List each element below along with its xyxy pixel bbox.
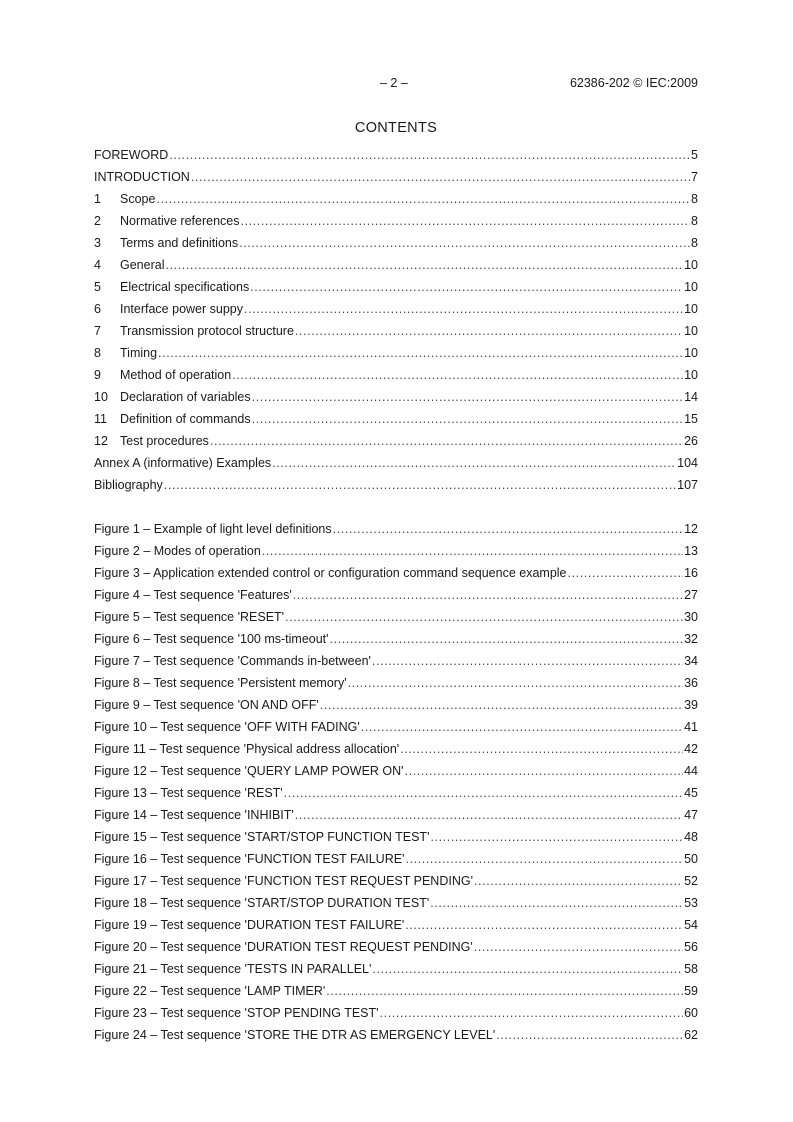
- section-title: Annex A (informative) Examples: [94, 456, 272, 470]
- section-number: 6: [94, 302, 101, 316]
- figure-title: Figure 14 – Test sequence 'INHIBIT': [94, 808, 294, 822]
- page-reference: 52: [684, 874, 698, 888]
- toc-figure-entry[interactable]: [94, 962, 698, 984]
- dot-leader: [405, 852, 683, 866]
- page-reference: 54: [684, 918, 698, 932]
- toc-section-entry[interactable]: [94, 170, 698, 192]
- dot-leader: [400, 742, 683, 756]
- dot-leader: [348, 676, 684, 690]
- toc-figure-entry[interactable]: [94, 896, 698, 918]
- page-title: CONTENTS: [354, 120, 438, 136]
- toc-figure-entry[interactable]: [94, 742, 698, 764]
- figure-title: Figure 9 – Test sequence 'ON AND OFF': [94, 698, 319, 712]
- dot-leader: [191, 170, 690, 184]
- page-reference: 32: [684, 632, 698, 646]
- section-title: Electrical specifications: [120, 280, 250, 294]
- toc-section-entry[interactable]: [94, 390, 698, 412]
- section-title: INTRODUCTION: [94, 170, 190, 184]
- toc-figure-entry[interactable]: [94, 918, 698, 940]
- page-reference: 27: [684, 588, 698, 602]
- page-reference: 53: [684, 896, 698, 910]
- dot-leader: [295, 324, 683, 338]
- section-title: Terms and definitions: [120, 236, 239, 250]
- toc-figure-entry[interactable]: [94, 632, 698, 654]
- page-reference: 36: [684, 676, 698, 690]
- dot-leader: [474, 874, 683, 888]
- section-number: 2: [94, 214, 101, 228]
- dot-leader: [232, 368, 683, 382]
- page-reference: 8: [691, 192, 698, 206]
- page-reference: 48: [684, 830, 698, 844]
- dot-leader: [284, 786, 683, 800]
- section-title: FOREWORD: [94, 148, 169, 162]
- dot-leader: [330, 632, 684, 646]
- page-reference: 47: [684, 808, 698, 822]
- page-reference: 26: [684, 434, 698, 448]
- page-reference: 7: [691, 170, 698, 184]
- dot-leader: [250, 280, 683, 294]
- dot-leader: [380, 1006, 684, 1020]
- section-title: Method of operation: [120, 368, 232, 382]
- dot-leader: [372, 962, 683, 976]
- toc-figure-entry[interactable]: [94, 676, 698, 698]
- dot-leader: [239, 236, 690, 250]
- toc-figure-entry[interactable]: [94, 720, 698, 742]
- section-title: Timing: [120, 346, 158, 360]
- dot-leader: [320, 698, 683, 712]
- section-number: 12: [94, 434, 108, 448]
- page-reference: 14: [684, 390, 698, 404]
- toc-figure-entry[interactable]: [94, 852, 698, 874]
- dot-leader: [241, 214, 691, 228]
- toc-figure-entry[interactable]: [94, 698, 698, 720]
- page-reference: 16: [684, 566, 698, 580]
- toc-section-entry[interactable]: [94, 302, 698, 324]
- figure-title: Figure 11 – Test sequence 'Physical address allocation': [94, 742, 400, 756]
- page-reference: 10: [684, 280, 698, 294]
- figure-title: Figure 13 – Test sequence 'REST': [94, 786, 283, 800]
- toc-figure-entry[interactable]: [94, 654, 698, 676]
- section-title: Transmission protocol structure: [120, 324, 294, 338]
- dot-leader: [361, 720, 683, 734]
- figure-title: Figure 19 – Test sequence 'DURATION TEST FAILURE': [94, 918, 405, 932]
- page-reference: 107: [677, 478, 698, 492]
- page-reference: 42: [684, 742, 698, 756]
- page-reference: 58: [684, 962, 698, 976]
- figure-title: Figure 6 – Test sequence '100 ms-timeout': [94, 632, 329, 646]
- section-title: Normative references: [120, 214, 240, 228]
- dot-leader: [252, 412, 683, 426]
- toc-figure-entry[interactable]: [94, 984, 698, 1006]
- page-reference: 41: [684, 720, 698, 734]
- section-title: Interface power suppy: [120, 302, 243, 316]
- toc-section-entry[interactable]: [94, 236, 698, 258]
- page-reference: 8: [691, 236, 698, 250]
- section-number: 8: [94, 346, 101, 360]
- page-reference: 10: [684, 258, 698, 272]
- page-reference: 60: [684, 1006, 698, 1020]
- section-number: 7: [94, 324, 101, 338]
- dot-leader: [156, 192, 690, 206]
- toc-section-entry[interactable]: [94, 456, 698, 478]
- dot-leader: [430, 830, 683, 844]
- toc-section-entry[interactable]: [94, 214, 698, 236]
- page-reference: 10: [684, 368, 698, 382]
- dot-leader: [164, 478, 676, 492]
- dot-leader: [285, 610, 683, 624]
- page-reference: 59: [684, 984, 698, 998]
- toc-figures-list: [94, 522, 698, 1050]
- dot-leader: [272, 456, 676, 470]
- dot-leader: [372, 654, 683, 668]
- section-number: 5: [94, 280, 101, 294]
- figure-title: Figure 22 – Test sequence 'LAMP TIMER': [94, 984, 326, 998]
- toc-figure-entry[interactable]: [94, 610, 698, 632]
- toc-figure-entry[interactable]: [94, 544, 698, 566]
- section-number: 10: [94, 390, 108, 404]
- toc-section-entry[interactable]: [94, 192, 698, 214]
- dot-leader: [405, 764, 684, 778]
- section-title: Definition of commands: [120, 412, 251, 426]
- toc-figure-entry[interactable]: [94, 566, 698, 588]
- toc-figure-entry[interactable]: [94, 522, 698, 544]
- page-reference: 5: [691, 148, 698, 162]
- section-title: Test procedures: [120, 434, 209, 448]
- figure-title: Figure 17 – Test sequence 'FUNCTION TEST REQUEST PENDING': [94, 874, 473, 888]
- section-number: 11: [94, 412, 107, 426]
- page-header: [94, 76, 698, 92]
- figure-title: Figure 2 – Modes of operation: [94, 544, 261, 558]
- toc-section-entry[interactable]: [94, 258, 698, 280]
- dot-leader: [295, 808, 683, 822]
- section-number: 9: [94, 368, 101, 382]
- page-reference: 50: [684, 852, 698, 866]
- figure-title: Figure 8 – Test sequence 'Persistent memory': [94, 676, 347, 690]
- section-title: Scope: [120, 192, 156, 206]
- dot-leader: [244, 302, 683, 316]
- toc-section-entry[interactable]: [94, 346, 698, 368]
- dot-leader: [568, 566, 684, 580]
- page-reference: 56: [684, 940, 698, 954]
- figure-title: Figure 15 – Test sequence 'START/STOP FUNCTION TEST': [94, 830, 430, 844]
- figure-title: Figure 4 – Test sequence 'Features': [94, 588, 292, 602]
- figure-title: Figure 20 – Test sequence 'DURATION TEST REQUEST PENDING': [94, 940, 473, 954]
- section-title: General: [120, 258, 165, 272]
- toc-figure-entry[interactable]: [94, 808, 698, 830]
- toc-section-entry[interactable]: [94, 368, 698, 390]
- figure-title: Figure 10 – Test sequence 'OFF WITH FADING': [94, 720, 360, 734]
- page-reference: 62: [684, 1028, 698, 1042]
- page-reference: 15: [684, 412, 698, 426]
- page-number: – 2 –: [380, 76, 408, 90]
- dot-leader: [496, 1028, 683, 1042]
- toc-figure-entry[interactable]: [94, 1028, 698, 1050]
- page-reference: 10: [684, 324, 698, 338]
- toc-figure-entry[interactable]: [94, 830, 698, 852]
- figure-title: Figure 7 – Test sequence 'Commands in-between': [94, 654, 371, 668]
- dot-leader: [158, 346, 683, 360]
- dot-leader: [333, 522, 683, 536]
- toc-figure-entry[interactable]: [94, 1006, 698, 1028]
- dot-leader: [252, 390, 683, 404]
- page-reference: 12: [684, 522, 698, 536]
- figure-title: Figure 23 – Test sequence 'STOP PENDING TEST': [94, 1006, 379, 1020]
- toc-figure-entry[interactable]: [94, 588, 698, 610]
- section-number: 4: [94, 258, 101, 272]
- figure-title: Figure 18 – Test sequence 'START/STOP DURATION TEST': [94, 896, 430, 910]
- page-reference: 30: [684, 610, 698, 624]
- section-number: 3: [94, 236, 101, 250]
- dot-leader: [405, 918, 683, 932]
- page-reference: 10: [684, 346, 698, 360]
- toc-figure-entry[interactable]: [94, 874, 698, 896]
- dot-leader: [430, 896, 683, 910]
- page-reference: 44: [684, 764, 698, 778]
- page-reference: 13: [684, 544, 698, 558]
- dot-leader: [326, 984, 683, 998]
- section-title: Bibliography: [94, 478, 163, 492]
- dot-leader: [262, 544, 683, 558]
- dot-leader: [169, 148, 690, 162]
- figure-title: Figure 12 – Test sequence 'QUERY LAMP POWER ON': [94, 764, 404, 778]
- toc-figure-entry[interactable]: [94, 940, 698, 962]
- toc-section-entry[interactable]: [94, 324, 698, 346]
- toc-sections-list: [94, 148, 698, 500]
- figure-title: Figure 5 – Test sequence 'RESET': [94, 610, 285, 624]
- figure-title: Figure 21 – Test sequence 'TESTS IN PARALLEL': [94, 962, 372, 976]
- toc-section-entry[interactable]: [94, 280, 698, 302]
- figure-title: Figure 1 – Example of light level definitions: [94, 522, 332, 536]
- section-title: Declaration of variables: [120, 390, 251, 404]
- figure-title: Figure 24 – Test sequence 'STORE THE DTR AS EMERGENCY LEVEL': [94, 1028, 496, 1042]
- figure-title: Figure 16 – Test sequence 'FUNCTION TEST FAILURE': [94, 852, 405, 866]
- dot-leader: [474, 940, 683, 954]
- dot-leader: [165, 258, 683, 272]
- section-number: 1: [94, 192, 101, 206]
- page-reference: 104: [677, 456, 698, 470]
- toc-figure-entry[interactable]: [94, 764, 698, 786]
- page-reference: 34: [684, 654, 698, 668]
- page-reference: 8: [691, 214, 698, 228]
- page-reference: 39: [684, 698, 698, 712]
- toc-section-entry[interactable]: [94, 412, 698, 434]
- dot-leader: [210, 434, 683, 448]
- toc-section-entry[interactable]: [94, 148, 698, 170]
- figure-title: Figure 3 – Application extended control or configuration command sequence example: [94, 566, 567, 580]
- toc-section-entry[interactable]: [94, 434, 698, 456]
- toc-section-entry[interactable]: [94, 478, 698, 500]
- page-reference: 10: [684, 302, 698, 316]
- document-reference: 62386-202 © IEC:2009: [569, 76, 698, 90]
- page-reference: 45: [684, 786, 698, 800]
- dot-leader: [293, 588, 683, 602]
- toc-figure-entry[interactable]: [94, 786, 698, 808]
